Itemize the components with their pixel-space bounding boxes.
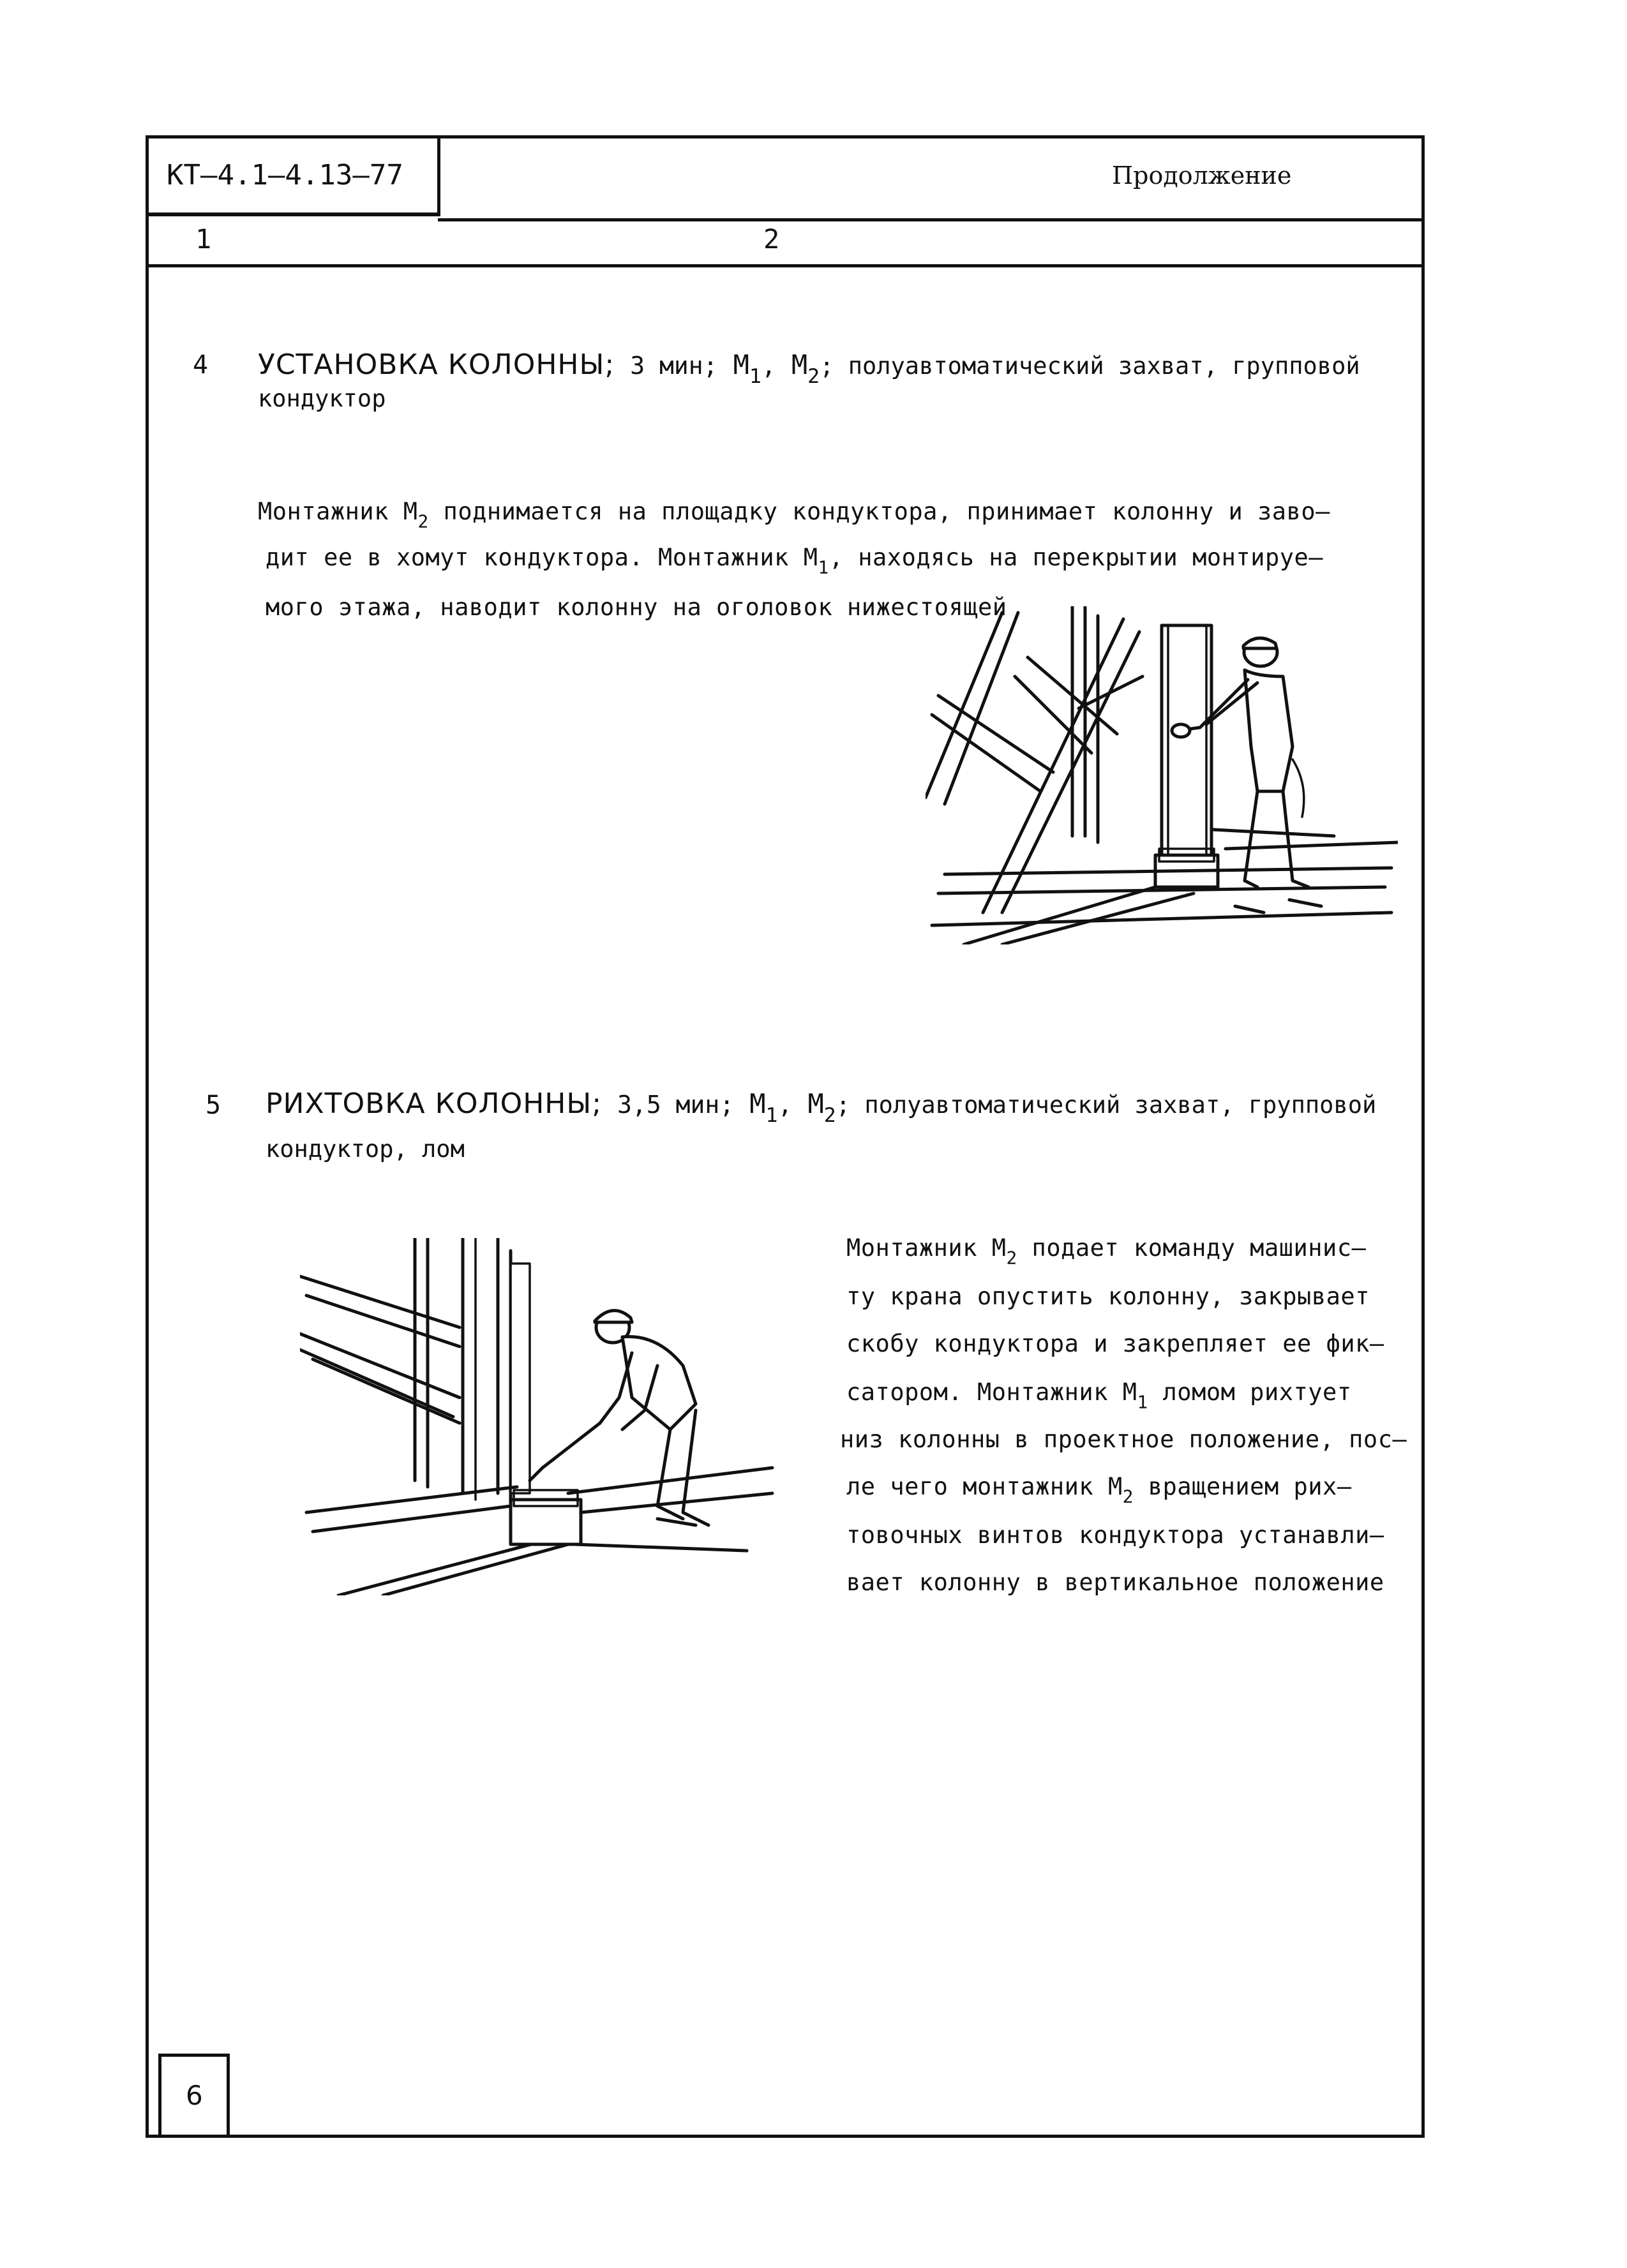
- step-4-heading: УСТАНОВКА КОЛОННЫ; 3 мин; $М_1$, $М_2$; полуавтоматический захват, групповой: [258, 348, 1360, 389]
- step-4-title: УСТАНОВКА КОЛОННЫ;: [258, 348, 615, 381]
- step-5-text-line-2: ту крана опустить колонну, закрывает: [846, 1283, 1370, 1310]
- step-5-text-line-5: низ колонны в проектное положение, пос–: [840, 1426, 1407, 1453]
- step-4-tools: ; полуавтоматический захват, групповой: [820, 352, 1360, 380]
- step-5-text-line-1: Монтажник $М_2$ подает команду машинис–: [846, 1234, 1367, 1269]
- step-4-duration: 3 мин;: [630, 352, 718, 380]
- step-5-text-line-7: товочных винтов кондуктора устанавли–: [846, 1521, 1384, 1549]
- step-5-tools: ; полуавтоматический захват, групповой: [836, 1091, 1377, 1119]
- worker-torso: [622, 1337, 696, 1429]
- step-4-text-line-1: Монтажник $М_2$ поднимается на площадку кондуктора, принимает колонну и заво–: [258, 498, 1330, 532]
- step-4-tools-continued: кондуктор: [258, 385, 386, 412]
- step-5-worker-m1: $М_1$: [749, 1088, 778, 1128]
- illustration-column-alignment: [300, 1238, 791, 1595]
- step-5-worker-m2: $М_2$: [807, 1088, 836, 1128]
- frame-diagonal: [926, 613, 1002, 798]
- step-4-text-line-2: дит ее в хомут кондуктора. Монтажник $М_1$, находясь на перекрытии монтируе–: [266, 544, 1324, 578]
- step-5-title: РИХТОВКА КОЛОННЫ;: [266, 1087, 603, 1120]
- step-4-worker-m2: $М_2$: [791, 349, 820, 389]
- column-2-label: 2: [763, 223, 780, 255]
- step-5-duration: 3,5 мин;: [617, 1091, 735, 1119]
- continuation-label: Продолжение: [1112, 161, 1292, 190]
- worker-leg: [1245, 791, 1257, 887]
- illustration-column-installation: [926, 606, 1398, 944]
- step-5-tools-continued: кондуктор, лом: [266, 1135, 465, 1163]
- helmet: [1243, 638, 1277, 648]
- step-5-text-line-6: ле чего монтажник $М_2$ вращением рих–: [846, 1473, 1352, 1507]
- step-4-text-line-3: мого этажа, наводит колонну на оголовок нижестоящей: [266, 593, 1007, 621]
- column-header-divider: [146, 264, 1425, 267]
- step-4-worker-m1: $М_1$: [733, 349, 761, 389]
- crowbar: [530, 1423, 600, 1481]
- step-5-number: 5: [206, 1091, 221, 1120]
- header-divider-left: [146, 213, 440, 216]
- step-5-text-line-3: скобу кондуктора и закрепляет ее фик–: [846, 1330, 1384, 1357]
- column-1-label: 1: [195, 223, 212, 255]
- step-5-text-line-4: сатором. Монтажник $М_1$ ломом рихтует: [846, 1378, 1352, 1413]
- document-code: КТ–4.1–4.13–77: [146, 135, 440, 216]
- page-number: 6: [158, 2054, 230, 2138]
- step-5-text-line-8: вает колонну в вертикальное положение: [846, 1569, 1384, 1596]
- step-4-number: 4: [193, 350, 209, 380]
- helmet: [595, 1311, 632, 1322]
- step-5-heading: РИХТОВКА КОЛОННЫ; 3,5 мин; $М_1$, $М_2$; полуавтоматический захват, групповой: [266, 1087, 1377, 1128]
- header-divider-right: [438, 218, 1425, 221]
